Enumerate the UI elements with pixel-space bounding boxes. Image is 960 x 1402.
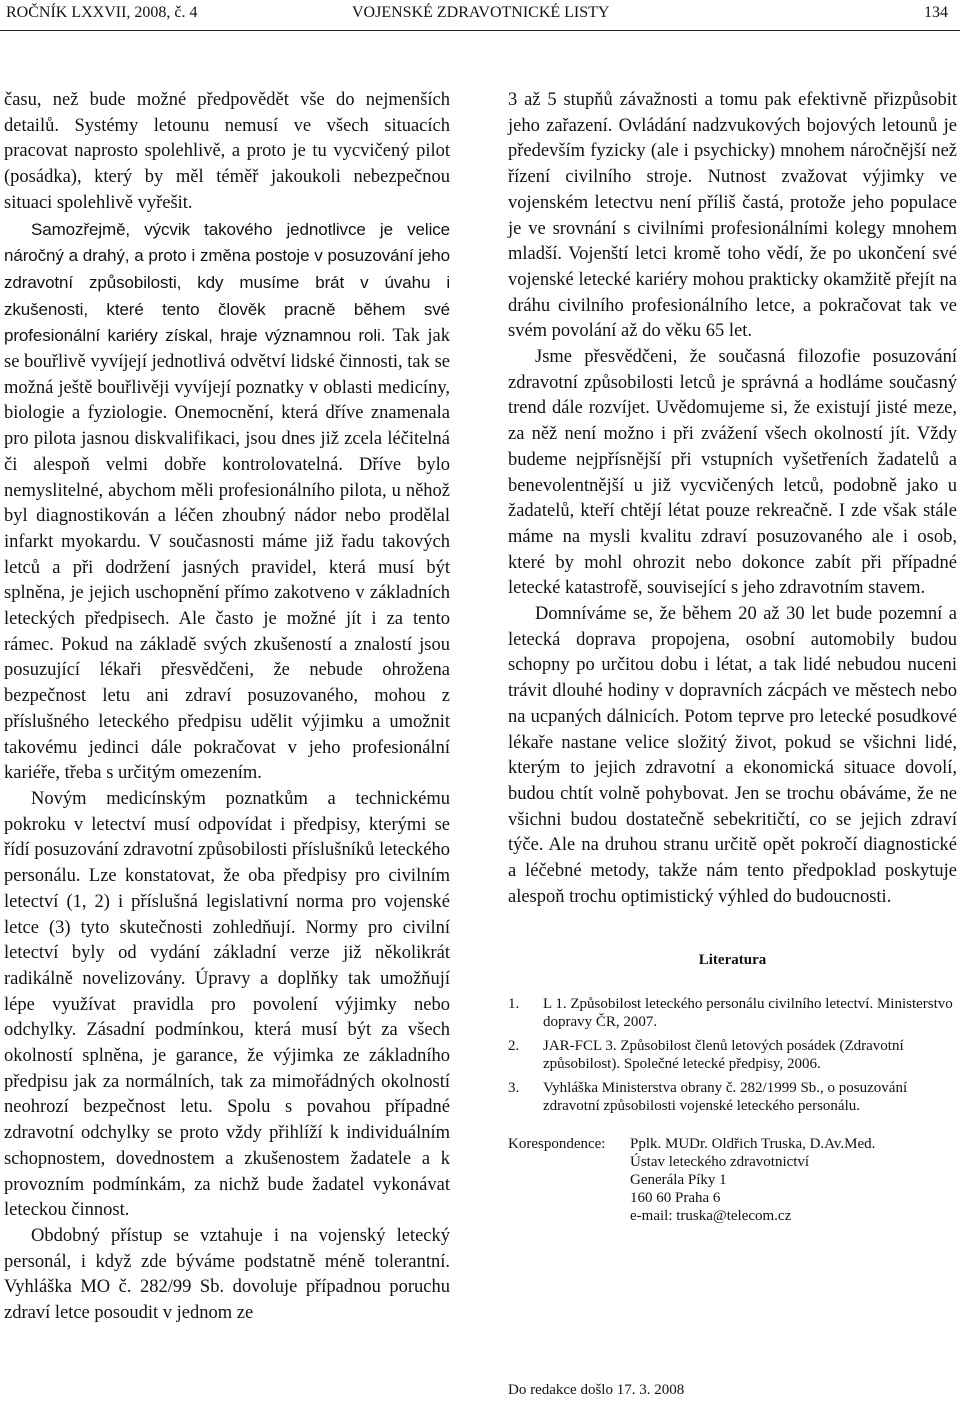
correspondence-institute: Ústav leteckého zdravotnictví — [630, 1153, 810, 1170]
left-paragraph-3: Novým medicínským poznatkům a technickému pokroku v letectví musí odpovídat i předpisy, kterými se řídí posuzování zdravotní způsobilosti příslušníků leteckého personálu. Lze konstatovat, že oba předpisy pro civilním letectví (1, 2) i příslušná legislativní norma pro vojenské letce (3) tyto skutečnosti zohledňují. Normy pro civilní letectví byly od vydání základní verze již několikrát radikálně novelizovány. Úpravy a doplňky tak umožňují lépe využívat pravidla pro povolení výjimky nebo odchylky. Zásadní podmínkou, která musí být za všech okolností splněna, je garance, že výjimka ze základního předpisu jak za normálních, tak za mimořádných okolností neohrozí bezpečnost letu. Spolu s povahou případné zdravotní odchylky se proto vždy přihlíží k individuálním schopnostem, dovednostem a zkušenostem žadatele a k provozním podmínkám, za nichž bude žadatel vykonávat leteckou činnost. — [4, 788, 450, 1221]
left-paragraph-2-lead: Samozřejmě, výcvik takového jednotlivce je velice náročný a drahý, a proto i změna postoje v posuzování jeho zdravotní způsobilosti, kdy musíme brát v úvahu i zkušenosti, které tento člověk pracně během své profesionální kariéry získal, hraje významnou roli. — [4, 219, 450, 346]
reference-list — [508, 995, 957, 1115]
correspondence-email: e-mail: truska@telecom.cz — [630, 1208, 792, 1225]
received-date: Do redakce došlo 17. 3. 2008 — [508, 1382, 685, 1398]
reference-text: Vyhláška Ministerstva obrany č. 282/1999 Sb., o posuzování zdravotní způsobilosti vojenské leteckého personálu. — [543, 1079, 908, 1114]
volume-info: ROČNÍK LXXVII, 2008, č. 4 — [6, 4, 198, 21]
reference-number: 1. — [508, 995, 520, 1012]
correspondence-block — [508, 1135, 957, 1226]
reference-text: JAR-FCL 3. Způsobilost členů letových posádek (Zdravotní způsobilost). Společné letecké předpisy, 2006. — [543, 1037, 904, 1072]
page-header — [0, 0, 960, 40]
right-paragraph-2: Jsme přesvědčeni, že současná filozofie posuzování zdravotní způsobilosti letců je správná a hodláme současný trend dále rozvíjet. Uvědomujeme si, že existují jisté meze, za něž není možno i při zvážení všech okolností jít. Vždy budeme nejpřísnější při vstupních vyšetřeních žadatelů a benevolentnější u již vycvičených letců, podobně jako u žadatelů, kteří chtějí létat pouze rekreačně. I zde však stále máme na mysli kvalitu zdraví posuzovaného ale i osob, které by mohl ohrozit nebo dokonce zabít při případné letecké katastrofě, související s jeho zdravotním stavem. — [508, 347, 957, 599]
reference-item — [508, 1037, 957, 1073]
literature-heading: Literatura — [698, 951, 767, 968]
right-paragraph-1: 3 až 5 stupňů závažnosti a tomu pak efektivně přizpůsobit jeho zařazení. Ovládání nadzvukových bojových letounů je především fyzicky (ale i psychicky) mnohem náročnější než řízení civilního stroje. Nutnost zvažovat výjimky ve vojenském letectvu není příliš častá, protože jeho populace je ve srovnání s civilními profesionálními kolegy mnohem mladší. Vojenští letci kromě toho vědí, že po ukončení své vojenské letecké kariéry mohou prakticky okamžitě přejít na dráhu civilního profesionálního letce, a pokračovat tak ve svém povolání až do věku 65 let. — [508, 90, 957, 342]
reference-text: L 1. Způsobilost leteckého personálu civilního letectví. Ministerstvo dopravy ČR, 2007. — [543, 995, 953, 1030]
right-paragraph-3: Domníváme se, že během 20 až 30 let bude pozemní a letecká doprava propojena, osobní automobily budou schopny po určitou dobu i létat, a tak lidé nebudou nuceni trávit dlouhé hodiny v dopravních zácpách ve městech nebo na ucpaných dálnicích. Potom teprve pro letecké posudkové lékaře nastane velice složitý život, pokud se všichni lidé, kterým to jejich zdravotní a ekonomická situace dovolí, budou chtít volně pohybovat. Jen se trochu obáváme, že ne všichni budou dostatečně sebekritičtí, co se jejich zdraví týče. Ale na druhou stranu určitě opět pokročí diagnostické a léčebné metody, takže nám tento předpoklad poskytuje alespoň trochu optimistický výhled do budoucnosti. — [508, 604, 957, 907]
correspondence-label: Korespondence: — [508, 1135, 606, 1152]
page-number: 134 — [924, 4, 948, 21]
reference-number: 2. — [508, 1037, 520, 1054]
correspondence-author: Pplk. MUDr. Oldřich Truska, D.Av.Med. — [630, 1135, 876, 1152]
reference-item — [508, 1079, 957, 1115]
right-column — [508, 88, 957, 1226]
correspondence-city: 160 60 Praha 6 — [630, 1190, 721, 1207]
journal-title: VOJENSKÉ ZDRAVOTNICKÉ LISTY — [352, 4, 610, 21]
reference-item — [508, 995, 957, 1031]
left-paragraph-2 — [4, 217, 450, 787]
left-paragraph-4: Obdobný přístup se vztahuje i na vojenský letecký personál, i když zde býváme podstatně méně tolerantní. Vyhláška MO č. 282/99 Sb. dovoluje případnou poruchu zdraví letce posoudit v jednom ze — [4, 1225, 450, 1324]
reference-number: 3. — [508, 1079, 520, 1096]
left-paragraph-1: času, než bude možné předpovědět vše do nejmenších detailů. Systémy letounu nemusí ve všech situacích pracovat naprosto spolehlivě, a proto je tu vycvičený pilot (posádka), který by měl téměř jakoukoli nebezpečnou situaci spolehlivě vyřešit. — [4, 90, 450, 213]
left-paragraph-2-rest: Tak jak se bouřlivě vyvíjejí jednotlivá odvětví lidské činnosti, tak se možná ještě bouřlivěji vyvíjejí poznatky v oblasti medicíny, biologie a fyziologie. Onemocnění, která dříve znamenala pro pilota jasnou diskvalifikaci, jsou dnes již zcela léčitelná či alespoň velmi dobře kontrolovatelná. Dříve bylo nemyslitelné, abychom měli profesionálního pilota, u něhož byl diagnostikován a léčen zhoubný nádor nebo prodělal infarkt myokardu. V současnosti máme již řadu takových letců a při dodržení jasných pravidel, která musí být splněna, je jejich uschopnění přímo zakotveno v základních leteckých předpisech. Ale často je možné jít i za tento rámec. Pokud na základě svých zkušeností a znalostí jsou posuzující lékaři přesvědčeni, že nebude ohrožena bezpečnost letu ani zdraví posuzovaného, mohou z příslušného leteckého předpisu udělit výjimku a umožnit takovému jedinci dále pokračovat v jeho profesionální kariéře, třeba s určitým omezením. — [4, 326, 450, 784]
correspondence-street: Generála Píky 1 — [630, 1171, 727, 1188]
left-column — [4, 88, 450, 1327]
header-rule — [0, 30, 960, 31]
